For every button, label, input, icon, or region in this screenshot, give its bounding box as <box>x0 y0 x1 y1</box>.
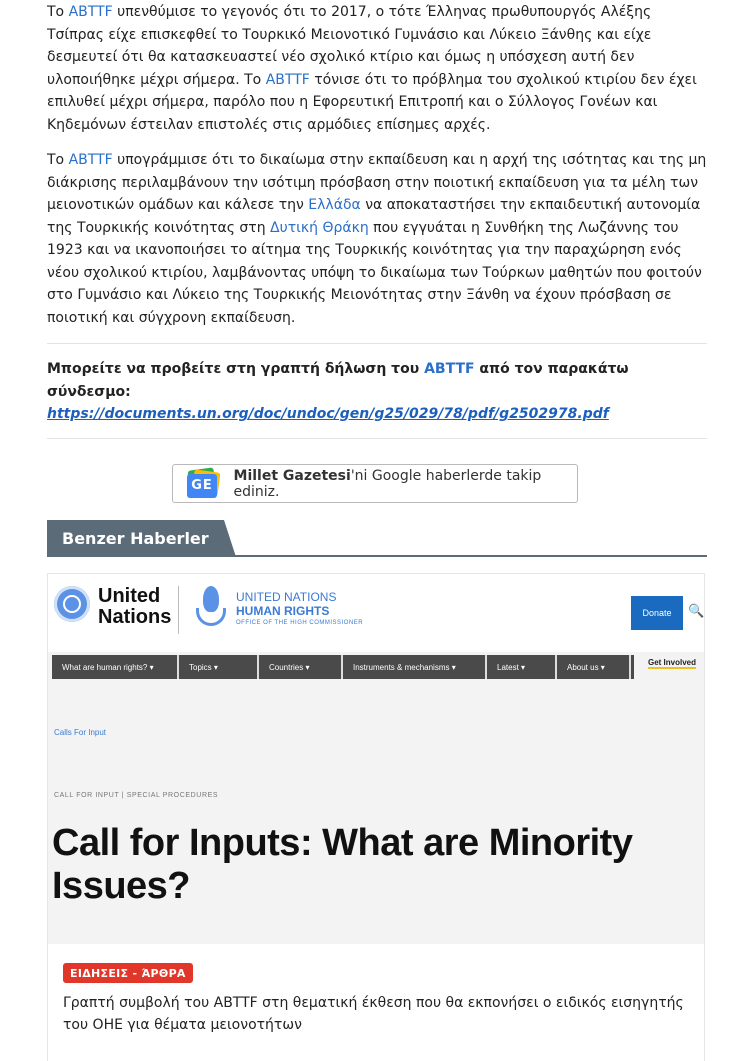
text: υπογράμμισε ότι το δικαίωμα στην εκπαίδευση και η αρχή της ισότητας και της μη διάκρισης περιλαμβάνουν την ισότιμη πρόσβαση στην ποιοτική εκπαίδευση για τα μέλη των μειονοτικών ομάδων και κάλεσε την <box>47 152 707 213</box>
tag-link-abttf[interactable]: ABTTF <box>265 71 310 88</box>
get-involved-link: Get Involved <box>648 658 697 667</box>
related-news-header <box>47 520 707 557</box>
section-title: Benzer Haberler <box>47 520 224 557</box>
un-logo-text: United Nations <box>98 585 172 628</box>
text: 'ni Google haberlerde takip ediniz. <box>233 467 542 500</box>
text: Μπορείτε να προβείτε στη γραπτή δήλωση του <box>47 361 425 377</box>
kicker-text: CALL FOR INPUT | SPECIAL PROCEDURES <box>54 792 219 799</box>
card-title-link[interactable]: Γραπτή συμβολή του ABTTF στη θεματική έκθεση που θα εκπονήσει ο ειδικός εισηγητής του ΟΗΕ για θέματα μειονοτήτων <box>63 995 684 1033</box>
text: από τον παρακάτω σύνδεσμο: <box>47 361 629 400</box>
tag-link-abttf[interactable]: ABTTF <box>68 4 113 20</box>
document-link-note <box>47 344 707 438</box>
text: τόνισε ότι το πρόβλημα του σχολικού κτιρίου δεν έχει επιλυθεί μέχρι σήμερα, παρόλο που η Εφορευτική Επιτροπή και ο Σύλλογος Γονέων και Κηδεμόνων έστειλαν επιστολές στις αρμόδιες επίσημες αρχές. <box>47 71 697 133</box>
card-thumbnail[interactable] <box>48 574 704 944</box>
related-news-card[interactable] <box>47 573 705 1061</box>
tag-link-abttf[interactable]: ABTTF <box>424 361 475 377</box>
tag-link-abttf[interactable]: ABTTF <box>68 152 113 168</box>
divider <box>47 438 707 439</box>
article-body <box>47 0 707 439</box>
google-news-icon: GE <box>185 469 220 499</box>
nav-item: Countries ▾ <box>259 655 343 679</box>
article-paragraph-2 <box>47 149 707 329</box>
donate-button: Donate <box>631 596 683 630</box>
text: να αποκαταστήσει την εκπαιδευτική αυτονομία της Τουρκικής κοινότητας στη <box>47 197 701 236</box>
image-headline: Call for Inputs: What are Minority Issues? <box>52 822 633 907</box>
text: Το <box>47 152 69 168</box>
text: Το <box>47 4 69 20</box>
text: υπενθύμισε το γεγονός ότι το 2017, ο τότε Έλληνας πρωθυπουργός Αλέξης Τσίπρας είχε επισκεφθεί το Τουρκικό Μειονοτικό Γυμνάσιο και Λύκειο Ξάνθης και είχε δεσμευτεί ότι θα κατασκευαστεί νέο σχολικό κτίριο και όμως η υπόσχεση αυτή δεν υλοποιήθηκε μέχρι σήμερα. Το <box>47 4 652 88</box>
logo-divider <box>178 586 179 634</box>
un-emblem-icon <box>54 586 90 622</box>
tag-link-ellada[interactable]: Ελλάδα <box>308 197 361 213</box>
nav-item: What are human rights? ▾ <box>52 655 179 679</box>
tag-link-dytiki-thraki[interactable]: Δυτική Θράκη <box>270 219 369 236</box>
ohchr-nav-bar <box>52 655 634 679</box>
document-url-link[interactable]: https://documents.un.org/doc/undoc/gen/g25/029/78/pdf/g2502978.pdf <box>47 406 609 422</box>
google-news-follow-button[interactable] <box>172 464 578 503</box>
nav-item: Instruments & mechanisms ▾ <box>343 655 487 679</box>
brand-name: Millet Gazetesi <box>233 467 351 484</box>
ohchr-logo-text: UNITED NATIONS HUMAN RIGHTS OFFICE OF THE HIGH COMMISSIONER <box>236 590 364 626</box>
article-paragraph-1 <box>47 1 707 136</box>
nav-item: Latest ▾ <box>487 655 557 679</box>
header-notch <box>224 520 236 557</box>
google-news-text <box>234 468 577 500</box>
nav-item: Topics ▾ <box>179 655 259 679</box>
breadcrumb: Calls For Input <box>54 728 107 737</box>
category-badge[interactable]: ΕΙΔΗΣΕΙΣ - ΆΡΘΡΑ <box>63 963 193 983</box>
human-rights-flame-icon <box>194 586 228 630</box>
search-icon: 🔍 <box>688 604 704 619</box>
nav-item: About us ▾ <box>557 655 631 679</box>
text: που εγγυάται η Συνθήκη της Λωζάννης του 1923 και να ικανοποιήσει το αίτημα της Τουρκικής κοινότητας για την παραχώρηση ενός νέου σχολικού κτιρίου, λαμβάνοντας υπόψη το δικαίωμα των Τούρκων μαθητών που φοιτούν στο Γυμνάσιο και Λύκειο της Τουρκικής Μειονότητας στην Ξάνθη να έχουν πρόσβαση σε ποιοτική και σύγχρονη εκπαίδευση. <box>47 219 702 326</box>
